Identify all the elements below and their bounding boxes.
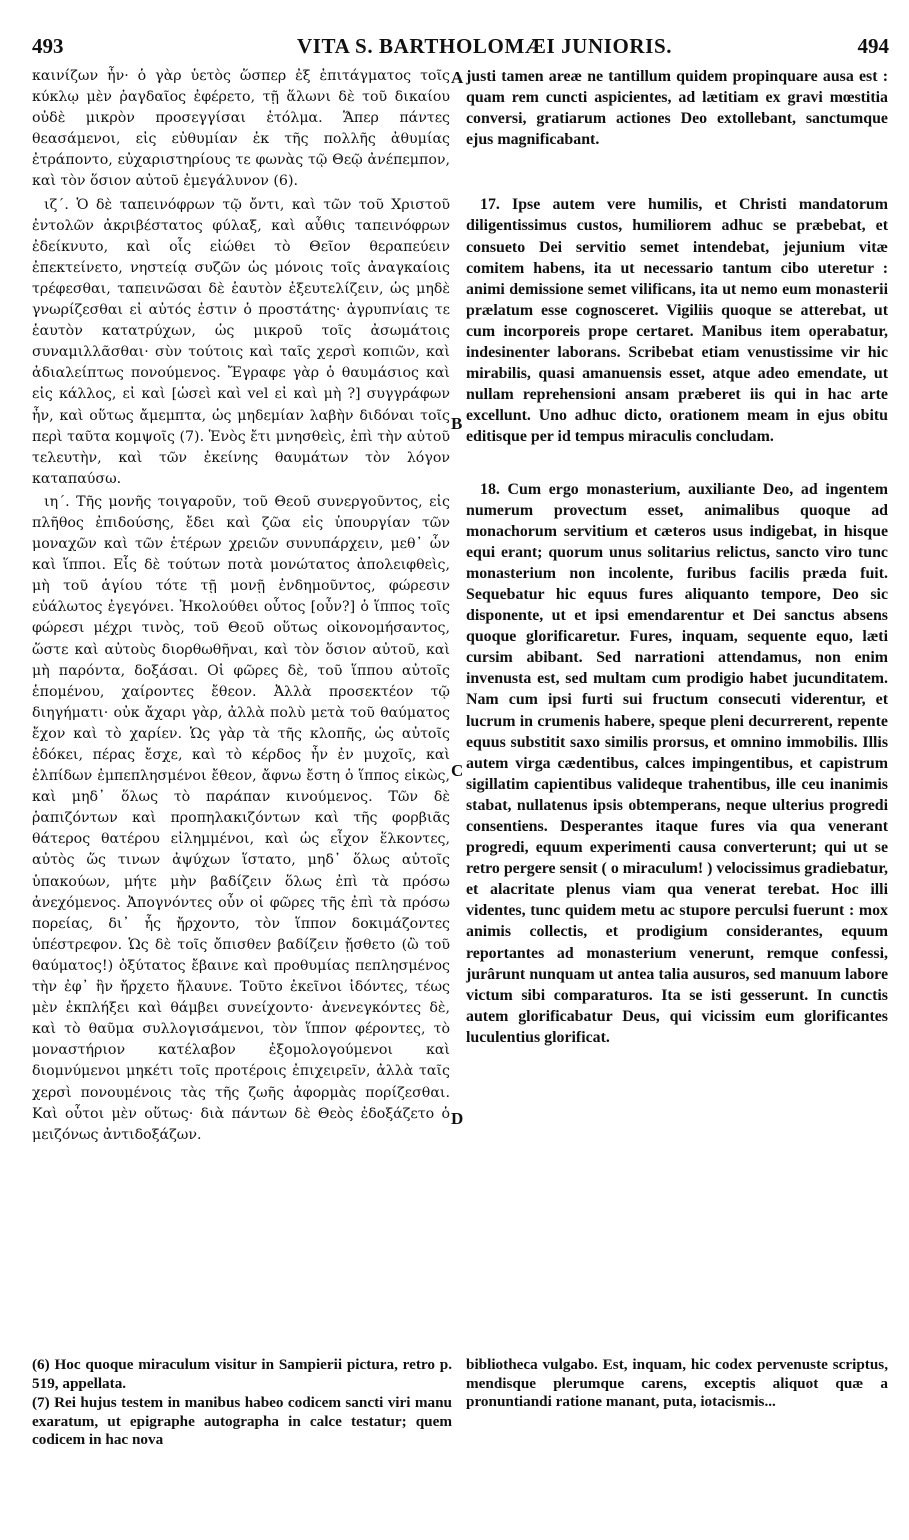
greek-paragraph-18: ιη΄. Τῆς μονῆς τοιγαροῦν, τοῦ Θεοῦ συνεργοῦντος, εἰς πλῆθος ἐπιδούσης, ἔδει καὶ ζῶα εἰς ὑπουργίαν τῶν μοναχῶν καὶ τῶν ἑτέρων χρειῶν συνυπάρχειν, μεθ᾽ ὧν καὶ ἵπποι. Εἷς δὲ τούτων ποτὰ μονώτατος ἀπολειφθεὶς, μὴ τοῦ ἁγίου τότε τῇ μονῇ ἐνδημοῦντος, φώρεσιν εὐάλωτος ἐγεγόνει. Ἠκολούθει οὗτος [οὖν?] ὁ ἵππος τοῖς φώρεσι μέχρι τινὸς, τοῦ Θεοῦ οὕτως οἰκονομήσαντος, ὥστε καὶ αὐτοὺς διορθωθῆναι, καὶ τὸν ὅσιον αὐτοῦ, καὶ μὴ παρόντα, δοξάσαι. Οἱ φῶρες δὲ, τοῦ ἵππου αὐτοῖς ἑπομένου, χαίροντες ἔθεον. Ἀλλὰ προσεκτέον τῷ διηγήματι· οὐκ ἄχαρι γὰρ, ἀλλὰ πολὺ μετὰ τοῦ θαύματος ἔχον καὶ τὸ χαρίεν. Ὡς γὰρ τὰ τῆς κλοπῆς, ὡς αὐτοῖς ἐδόκει, πέρας ἔσχε, καὶ τὸ κέρδος ἦν ἐν μυχοῖς, καὶ ἐλπίδων ἐμπεπλησμένοι ἔθεον, ἄφνω ἔστη ὁ ἵππος εἰκὼς, καὶ μηδ᾽ ὅλως τὸ παράπαν κινούμενος. Τῶν δὲ ῥαπιζόντων καὶ προπηλακιζόντων καὶ τῆς φορβιᾶς θάτερος θατέρου εἰλημμένοι, καὶ ὡς εἶχον ἕλκοντες, αὐτὸς ὥς τινων ἀψύχων ἵστατο, μηδ᾽ ὅλως αὐτοῖς ὑπακούων, μήτε μὴν βαδίζειν ὅλως ἐπὶ τὰ πρόσω ἀνεχόμενος. Ἀπογνόντες οὖν οἱ φῶρες τῆς ἐπὶ τὰ πρόσω πορείας, δι᾽ ἧς ἤρχοντο, τὸν ἵππον δοκιμάζοντες ὑπέστρεφον. Ὡς δὲ τοῖς ὄπισθεν βαδίζειν ᾔσθετο (ὢ τοῦ θαύματος!) ὀξύτατος ἔβαινε καὶ προθυμίας πεπλησμένος τὴν ἐφ᾽ ἣν ἤρχετο ἤλαυνε. Τοῦτο ἐκεῖνοι ἰδόντες, τέως μὲν ἐκπλήξει καὶ θάμβει συνείχοντο· ἀνενεγκόντες δὲ, καὶ τὸ θαῦμα συλλογισάμενοι, τὸν ἵππον φέροντες, τὸ μοναστήριον κατέλαβον ἐξομολογούμενοι καὶ διομνύμενοι μηκέτι τοῖς προτέροις ἐπιχειρεῖν, ἀλλὰ ταῖς χερσὶ πονουμένοις τὰς τῆς ζωῆς ἀφορμὰς πορίζεσθαι. Καὶ οὗτοι μὲν οὕτως· διὰ πάντων δὲ Θεὸς ἐδοξάζετο ὁ μειζόνως ἀντιδοξάζων.	[32, 493, 450, 1143]
latin-paragraph-17: 17. Ipse autem vere humilis, et Christi mandatorum diligentissimus custos, humiliorem adhuc se præbebat, et consueto Dei servitio semet intendebat, jejunium vitæ comitem habens, ita ut necessario tantum cibo uteretur : animi demissione semet vilificans, ita ut nemo eum monasterii prælatum esse cognosceret. Vigiliis quoque se atterebat, ut cum incorporeis prope certaret. Manibus item operabatur, indesinenter laborans. Scribebat etiam venustissime vir hic mirabilis, quasi amanuensis esset, atque adeo emendate, ut nullam reprehensioni ansam præberet iis qui in hac arte excellunt. Uno adhuc dicto, orationem meam in ejus obitu editisque per id tempus miraculis concludam.	[466, 196, 888, 446]
margin-marker-c: C	[451, 761, 464, 780]
footnote-7: (7) Rei hujus testem in manibus habeo codicem sancti viri manu exaratum, ut epigraphe autographa in calce testatur; quem codicem in hac nova	[32, 1394, 452, 1448]
latin-paragraph-18: 18. Cum ergo monasterium, auxiliante Deo, ad ingentem numerum provectum esset, animalibus quoque ad monachorum servitium et cæteros usus indigebat, in hisque equi erant; quorum unus solitarius relictus, sancto viro tunc monasterium non incolente, furibus facilis præda fuit. Sequebatur hic equus fures aliquanto tempore, Deo sic disponente, ut et ipsi emendarentur et Dei sanctus absens quoque glorificaretur. Fures, inquam, sequente equo, læti cursim abibant. Sed narrationi attendamus, non enim invenusta est, sed multam cum prodigio habet jucunditatem. Nam cum ipsi furti sui fructum consecuti viderentur, et lucrum in crumenis habere, speque pleni decurrerent, repente equus substitit saxo similis prorsus, et omnino immobilis. Illis autem virga cædentibus, calces impingentibus, et capistrum sigillatim capientibus validеque trahentibus, ille ceu inanimis stabat, nullatenus ipsis obtemperans, neque ulterius progredi consentiens. Desperantes itaque fures via qua venerant progredi, equum experimenti causa converterunt; qui ut se retro pergere sensit ( o miraculum! ) velocissimus gradiebatur, et alacritate plenus viam qua venerat terebat. Hoc illi videntes, tunc quidem metu ac stupore perculsi fuerunt : mox animis collectis, et prodigium considerantes, equum reportantes ad monasterium venerunt, remque confessi, jurârunt nunquam ut antea talia ausuros, sed manuum labore victum sibi comparaturos. Ita se isti gesserunt. In cunctis autem glorificabatur Deus, qui vicissim eum glorificantes luculentius glorificat.	[466, 480, 888, 1046]
greek-paragraph-17: ιζ΄. Ὁ δὲ ταπεινόφρων τῷ ὄντι, καὶ τῶν τοῦ Χριστοῦ ἐντολῶν ἀκριβέστατος φύλαξ, καὶ αὖθις ταπεινόφρων ἐδείκνυτο, καὶ οἷς εἰώθει τὸ Θεῖον θεραπεύειν ἐπεκτείνετο, νηστείᾳ συζῶν ὡς μόνοις τοῖς ἀναγκαίοις τρέφεσθαι, ταπεινῶσαι δὲ ἑαυτὸν ἐξευτελίζειν, ὡς μηδὲ γνωρίζεσθαι εἰ αὐτός ἐστιν ὁ προστάτης· ἀγρυπνίαις τε ἑαυτὸν κατατρύχων, ὡς μικροῦ τοῖς ἀσωμάτοις συναμιλλᾶσθαι· σὺν τούτοις καὶ ταῖς χερσὶ κοπιῶν, καὶ ἀδιαλείπτως πονούμενος. Ἔγραφε γὰρ ὁ θαυμάσιος καὶ εἰς κάλλος, εἰ καὶ [ὡσεὶ καὶ vel εἰ καὶ μὴ ?] συγγράφων ἦν, καὶ οὕτως ἄμεμπτα, ὡς μηδεμίαν λαβὴν διδόναι τοῖς περὶ ταῦτα κομψοῖς (7). Ἑνὸς ἔτι μνησθεὶς, ἐπὶ τὴν αὐτοῦ τελευτὴν, καὶ τῶν ἐκείνης θαυμάτων τὸν λόγον καταπαύσω.	[32, 196, 450, 487]
latin-paragraph-1: justi tamen areæ ne tantillum quidem propinquare ausa est : quam rem cuncti aspicientes, ad lætitiam ex gravi mœstitia conversi, gratiarum actiones Deo extollebant, sanctumque ejus magnificabant.	[466, 68, 888, 149]
margin-marker-b: B	[451, 414, 463, 433]
footnotes-right	[466, 1356, 888, 1412]
greek-column	[32, 66, 450, 1146]
page-header	[32, 34, 889, 64]
margin-marker-d: D	[451, 1109, 464, 1128]
page-number-left: 493	[32, 34, 64, 58]
footnotes-left	[32, 1356, 452, 1450]
greek-paragraph-1: καινίζων ἦν· ὁ γὰρ ὑετὸς ὥσπερ ἐξ ἐπιτάγματος τοῖς κύκλῳ μὲν ῥαγδαῖος ἐφέρετο, τῇ ἅλωνι δὲ τοῦ δικαίου οὐδὲ μικρὸν προσεγγίσαι ἐτόλμα. Ἅπερ πάντες θεασάμενοι, εἰς εὐθυμίαν ἐκ τῆς πολλῆς ἀθυμίας ἐτράποντο, εὐχαριστηρίους τε φωνὰς τῷ Θεῷ ἀνέπεμπον, καὶ τὸν ὅσιον αὐτοῦ ἐμεγάλυνον (6).	[32, 68, 450, 190]
page-number-right: 494	[857, 34, 889, 58]
footnote-7-continued: bibliotheca vulgabo. Est, inquam, hic codex pervenuste scriptus, mendisque plerumque carens, exceptis aliquot quæ a pronuntiandi ratione manant, puta, iotacismis...	[466, 1356, 888, 1410]
latin-column	[466, 66, 888, 1048]
running-title: VITA S. BARTHOLOMÆI JUNIORIS.	[297, 34, 673, 58]
margin-marker-a: A	[451, 68, 464, 87]
footnote-6: (6) Hoc quoque miraculum visitur in Sampierii pictura, retro p. 519, appellata.	[32, 1356, 452, 1392]
